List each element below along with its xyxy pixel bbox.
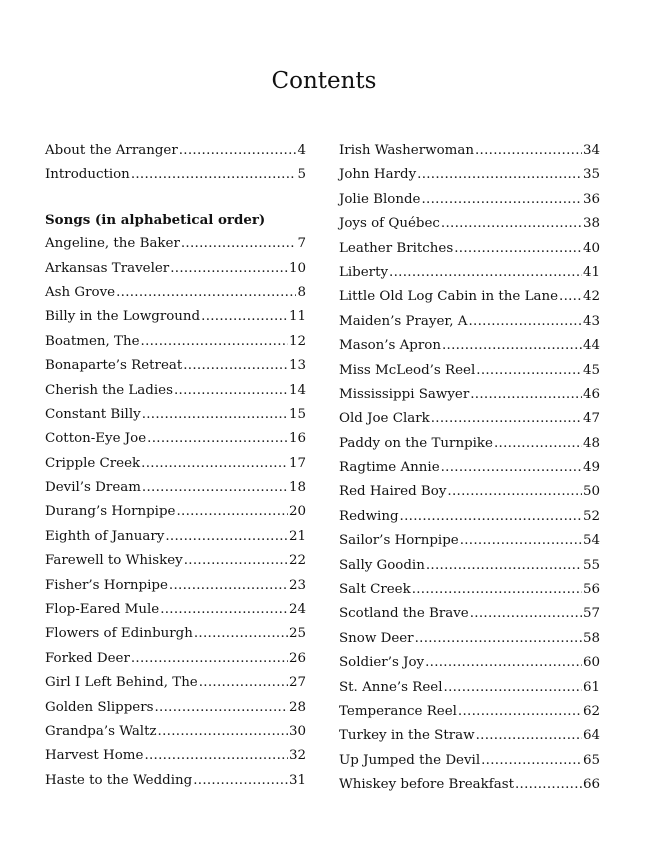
entry-page-number: 47 [582, 411, 600, 427]
dot-leader [169, 578, 288, 594]
dot-leader [494, 436, 582, 452]
toc-entry [339, 728, 600, 752]
entry-page-number: 49 [582, 460, 600, 476]
entry-page-number: 31 [288, 772, 306, 788]
entry-title: Mason’s Apron [339, 338, 441, 354]
toc-entry [339, 558, 600, 582]
entry-title: Little Old Log Cabin in the Lane [339, 289, 559, 305]
toc-entry [45, 143, 306, 167]
entry-page-number: 52 [582, 508, 600, 524]
entry-title: About the Arranger [45, 143, 178, 158]
entry-page-number: 7 [297, 236, 306, 252]
dot-leader [142, 407, 288, 423]
toc-entry [45, 431, 306, 455]
toc-entry [45, 407, 306, 431]
entry-title: Arkansas Traveler [45, 260, 170, 276]
dot-leader [470, 387, 582, 403]
front-matter-list [45, 143, 306, 192]
dot-leader [468, 314, 581, 330]
dot-leader [481, 753, 582, 769]
entry-title: Leather Britches [339, 240, 454, 256]
toc-entry [45, 700, 306, 724]
toc-entry [45, 309, 306, 333]
entry-title: Redwing [339, 508, 399, 524]
entry-title: Golden Slippers [45, 699, 154, 715]
entry-title: Devil’s Dream [45, 480, 141, 496]
toc-entry [339, 484, 600, 508]
toc-entry [339, 704, 600, 728]
entry-page-number: 26 [288, 650, 306, 666]
entry-title: Ragtime Annie [339, 460, 440, 476]
toc-entry [339, 753, 600, 777]
entry-title: Introduction [45, 167, 130, 183]
songs-list-right [339, 143, 600, 802]
entry-page-number: 50 [582, 484, 600, 500]
toc-entry [339, 533, 600, 557]
dot-leader [176, 504, 288, 520]
dot-leader [174, 383, 288, 399]
dot-leader [158, 724, 288, 740]
entry-title: Temperance Reel [339, 703, 457, 719]
entry-title: Harvest Home [45, 748, 144, 764]
toc-entry [45, 602, 306, 626]
toc-entry [339, 606, 600, 630]
dot-leader [515, 777, 582, 793]
entry-title: Farewell to Whiskey [45, 553, 183, 569]
entry-page-number: 45 [582, 362, 600, 378]
entry-title: St. Anne’s Reel [339, 679, 443, 695]
dot-leader [475, 143, 582, 159]
entry-page-number: 56 [582, 582, 600, 598]
dot-leader [559, 289, 582, 305]
entry-page-number: 21 [288, 528, 306, 544]
entry-page-number: 40 [582, 240, 600, 256]
entry-page-number: 65 [582, 752, 600, 768]
dot-leader [412, 582, 582, 598]
dot-leader [181, 236, 297, 252]
entry-page-number: 15 [288, 406, 306, 422]
toc-entry [45, 167, 306, 191]
entry-title: Turkey in the Straw [339, 728, 475, 744]
toc-entry [45, 651, 306, 675]
toc-entry [45, 529, 306, 553]
toc-entry [339, 680, 600, 704]
entry-page-number: 32 [288, 748, 306, 764]
dot-leader [201, 309, 288, 325]
entry-page-number: 35 [582, 167, 600, 183]
entry-page-number: 11 [288, 309, 306, 325]
entry-page-number: 28 [288, 699, 306, 715]
entry-page-number: 60 [582, 655, 600, 671]
dot-leader [460, 533, 582, 549]
dot-leader [415, 631, 582, 647]
toc-entry [339, 143, 600, 167]
section-gap [45, 192, 306, 212]
toc-entry [45, 748, 306, 772]
entry-title: Billy in the Lowground [45, 309, 201, 325]
dot-leader [183, 358, 288, 374]
entry-page-number: 41 [582, 264, 600, 280]
toc-entry [45, 334, 306, 358]
dot-leader [444, 680, 582, 696]
dot-leader [179, 143, 297, 159]
toc-entry [45, 553, 306, 577]
toc-entry [45, 383, 306, 407]
toc-entry [339, 411, 600, 435]
entry-title: Jolie Blonde [339, 191, 421, 207]
entry-title: Red Haired Boy [339, 484, 447, 500]
entry-page-number: 24 [288, 602, 306, 618]
dot-leader [184, 553, 288, 569]
toc-entry [45, 261, 306, 285]
entry-title: Forked Deer [45, 650, 130, 666]
entry-page-number: 58 [582, 630, 600, 646]
entry-page-number: 57 [582, 606, 600, 622]
toc-entry [45, 456, 306, 480]
dot-leader [155, 700, 288, 716]
entry-title: Girl I Left Behind, The [45, 675, 198, 691]
dot-leader [160, 602, 288, 618]
dot-leader [431, 411, 582, 427]
entry-page-number: 62 [582, 703, 600, 719]
entry-title: Whiskey before Breakfast [339, 777, 514, 793]
toc-entry [339, 387, 600, 411]
dot-leader [470, 606, 582, 622]
dot-leader [141, 334, 288, 350]
toc-entry [45, 626, 306, 650]
entry-title: Irish Washerwoman [339, 143, 474, 158]
toc-entry [339, 582, 600, 606]
entry-title: Mississippi Sawyer [339, 386, 470, 402]
entry-title: Maiden’s Prayer, A [339, 313, 468, 329]
dot-leader [442, 338, 582, 354]
toc-entry [339, 655, 600, 679]
entry-title: Grandpa’s Waltz [45, 723, 157, 739]
dot-leader [447, 484, 582, 500]
entry-page-number: 44 [582, 338, 600, 354]
entry-page-number: 61 [582, 679, 600, 695]
entry-title: Durang’s Hornpipe [45, 504, 176, 520]
dot-leader [454, 241, 582, 257]
entry-page-number: 27 [288, 675, 306, 691]
entry-title: Salt Creek [339, 582, 411, 598]
dot-leader [421, 192, 581, 208]
toc-entry [45, 480, 306, 504]
dot-leader [193, 773, 288, 789]
contents-right-column [339, 143, 600, 802]
toc-entry [45, 675, 306, 699]
contents-left-column [45, 143, 306, 797]
entry-title: Paddy on the Turnpike [339, 435, 493, 451]
dot-leader [389, 265, 582, 281]
dot-leader [131, 651, 288, 667]
entry-title: Angeline, the Baker [45, 236, 180, 252]
page-title: Contents [271, 68, 377, 94]
entry-page-number: 30 [288, 723, 306, 739]
dot-leader [476, 363, 582, 379]
entry-title: Snow Deer [339, 630, 414, 646]
toc-entry [339, 265, 600, 289]
dot-leader [458, 704, 582, 720]
entry-page-number: 18 [288, 480, 306, 496]
entry-title: Cherish the Ladies [45, 382, 173, 398]
dot-leader [441, 216, 582, 232]
entry-title: Miss McLeod’s Reel [339, 362, 476, 378]
entry-page-number: 48 [582, 435, 600, 451]
entry-title: Bonaparte’s Retreat [45, 358, 183, 374]
dot-leader [476, 728, 582, 744]
toc-entry [339, 631, 600, 655]
dot-leader [141, 456, 288, 472]
dot-leader [441, 460, 582, 476]
entry-page-number: 4 [297, 143, 306, 158]
entry-page-number: 38 [582, 216, 600, 232]
dot-leader [144, 748, 288, 764]
entry-title: Fisher’s Hornpipe [45, 577, 168, 593]
toc-entry [45, 773, 306, 797]
entry-page-number: 17 [288, 455, 306, 471]
entry-title: Flop-Eared Mule [45, 602, 160, 618]
toc-entry [339, 363, 600, 387]
entry-page-number: 5 [297, 167, 306, 183]
dot-leader [147, 431, 288, 447]
entry-title: John Hardy [339, 167, 417, 183]
toc-entry [45, 285, 306, 309]
dot-leader [116, 285, 296, 301]
entry-page-number: 43 [582, 313, 600, 329]
entry-title: Flowers of Edinburgh [45, 626, 193, 642]
entry-page-number: 46 [582, 386, 600, 402]
dot-leader [417, 167, 582, 183]
entry-page-number: 66 [582, 777, 600, 793]
entry-page-number: 25 [288, 626, 306, 642]
entry-page-number: 8 [297, 284, 306, 300]
entry-title: Scotland the Brave [339, 606, 469, 622]
toc-entry [339, 314, 600, 338]
dot-leader [400, 509, 582, 525]
entry-title: Sailor’s Hornpipe [339, 533, 459, 549]
toc-entry [339, 167, 600, 191]
entry-title: Sally Goodin [339, 557, 425, 573]
entry-title: Old Joe Clark [339, 411, 430, 427]
toc-entry [45, 578, 306, 602]
entry-title: Joys of Québec [339, 216, 440, 232]
entry-title: Cripple Creek [45, 455, 141, 471]
dot-leader [131, 167, 297, 183]
entry-title: Haste to the Wedding [45, 772, 193, 788]
entry-title: Soldier’s Joy [339, 655, 425, 671]
entry-page-number: 64 [582, 728, 600, 744]
entry-page-number: 34 [582, 143, 600, 158]
toc-entry [339, 509, 600, 533]
entry-page-number: 14 [288, 382, 306, 398]
toc-entry [339, 436, 600, 460]
entry-page-number: 23 [288, 577, 306, 593]
dot-leader [426, 558, 582, 574]
entry-page-number: 36 [582, 191, 600, 207]
dot-leader [199, 675, 288, 691]
dot-leader [425, 655, 582, 671]
toc-entry [339, 338, 600, 362]
entry-title: Eighth of January [45, 528, 165, 544]
entry-page-number: 20 [288, 504, 306, 520]
toc-entry [45, 724, 306, 748]
entry-page-number: 22 [288, 553, 306, 569]
songs-list-left [45, 236, 306, 797]
entry-page-number: 13 [288, 358, 306, 374]
dot-leader [194, 626, 288, 642]
entry-page-number: 12 [288, 333, 306, 349]
dot-leader [165, 529, 288, 545]
toc-entry [45, 504, 306, 528]
entry-page-number: 42 [582, 289, 600, 305]
dot-leader [170, 261, 288, 277]
entry-page-number: 54 [582, 533, 600, 549]
songs-heading: Songs (in alphabetical order) [45, 211, 266, 228]
toc-entry [339, 241, 600, 265]
toc-entry [339, 192, 600, 216]
dot-leader [142, 480, 288, 496]
entry-title: Ash Grove [45, 284, 116, 300]
entry-title: Constant Billy [45, 406, 141, 422]
toc-entry [339, 777, 600, 801]
entry-page-number: 55 [582, 557, 600, 573]
toc-entry [339, 289, 600, 313]
entry-title: Up Jumped the Devil [339, 752, 481, 768]
toc-entry [339, 460, 600, 484]
entry-title: Boatmen, The [45, 333, 140, 349]
toc-entry [45, 236, 306, 260]
toc-entry [339, 216, 600, 240]
toc-entry [45, 358, 306, 382]
entry-page-number: 10 [288, 260, 306, 276]
entry-title: Cotton-Eye Joe [45, 431, 147, 447]
entry-page-number: 16 [288, 431, 306, 447]
entry-title: Liberty [339, 264, 389, 280]
